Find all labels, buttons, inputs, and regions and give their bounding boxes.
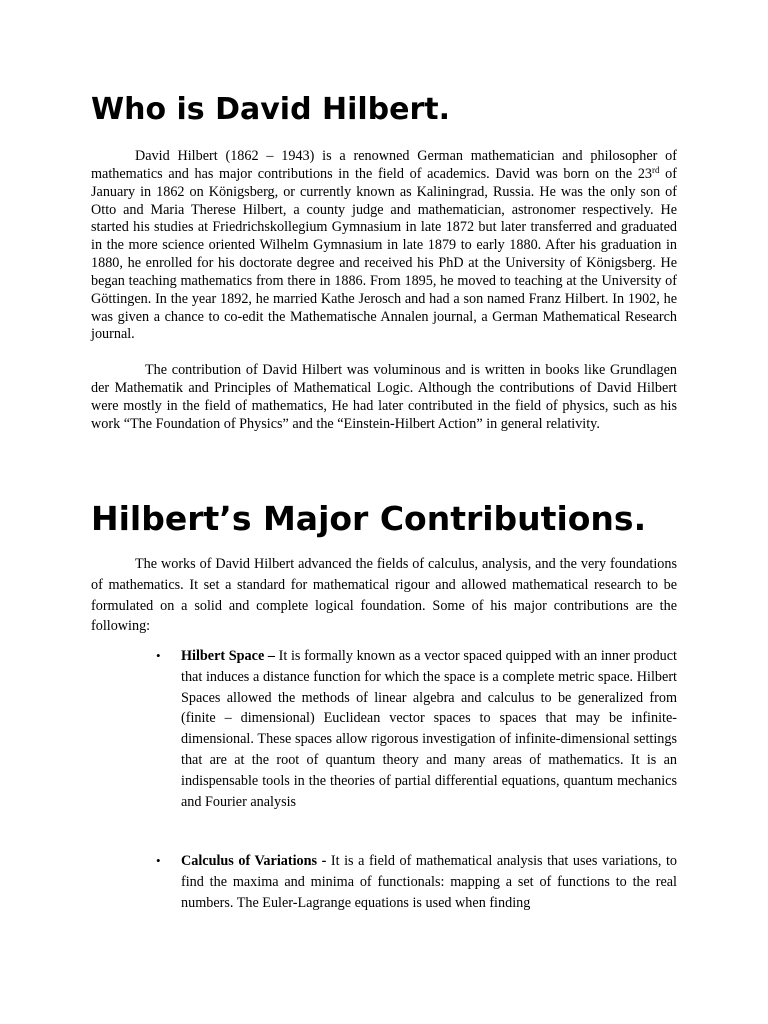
list-item-calculus-of-variations bbox=[156, 851, 677, 913]
biography-text-end: of January in 1862 on Königsberg, or currently known as Kaliningrad, Russia. He was the only son of Otto and Maria Therese Hilbert, a county judge and mathematician, astronomer respectively. He started his studies at Friedrichskollegium Gymnasium in late 1872 but later transferred and graduated in the more science oriented Wilhelm Gymnasium in late 1879 to early 1880. After his graduation in 1880, he enrolled for his doctorate degree and received his PhD at the University of Königsberg. He began teaching mathematics from there in 1886. From 1895, he moved to teaching at the University of Göttingen. In the year 1892, he married Kathe Jerosch and had a son named Franz Hilbert. In 1902, he was given a chance to co-edit the Mathematische Annalen journal, a German Mathematical Research journal. bbox=[91, 165, 677, 343]
list-item-hilbert-space bbox=[156, 646, 677, 812]
list-item-text: It is formally known as a vector spaced quipped with an inner product that induces a distance function for which the space is a complete metric space. Hilbert Spaces allowed the methods of linear algebra and calculus to be generalized from (finite – dimensional) Euclidean vector spaces to spaces that may be infinite-dimensional. These spaces allow rigorous investigation of infinite-dimensional settings that are at the root of quantum theory and many areas of mathematics. It is an indispensable tools in the theories of partial differential equations, quantum mechanics and Fourier analysis bbox=[181, 648, 677, 810]
ordinal-superscript: rd bbox=[652, 164, 660, 175]
paragraph-contributions-intro: The works of David Hilbert advanced the fields of calculus, analysis, and the very foundations of mathematics. It set a standard for mathematical rigour and allowed mathematical research to be formulated on a solid and complete logical foundation. Some of his major contributions are the following: bbox=[91, 556, 677, 635]
heading-major-contributions: Hilbert’s Major Contributions. bbox=[91, 499, 647, 538]
list-item-term: Calculus of Variations - bbox=[181, 853, 327, 869]
heading-who-is-david-hilbert: Who is David Hilbert. bbox=[91, 92, 451, 127]
paragraph-biography bbox=[91, 148, 677, 344]
bullet-icon: • bbox=[156, 853, 161, 868]
bullet-icon: • bbox=[156, 648, 161, 663]
list-item-term: Hilbert Space – bbox=[181, 648, 275, 664]
list-item-text: It is a field of mathematical analysis that uses variations, to find the maxima and minima of functionals: mapping a set of functions to the real numbers. The Euler-Lagrange equations is used when finding bbox=[181, 853, 677, 911]
paragraph-contributions-overview: The contribution of David Hilbert was voluminous and is written in books like Grundlagen der Mathematik and Principles of Mathematical Logic. Although the contributions of David Hilbert were mostly in the field of mathematics, He had later contributed in the field of physics, such as his work “The Foundation of Physics” and the “Einstein-Hilbert Action” in general relativity. bbox=[91, 362, 677, 432]
biography-text-start: David Hilbert (1862 – 1943) is a renowned German mathematician and philosopher of mathematics and has major contributions in the field of academics. David was born on the 23 bbox=[91, 148, 677, 182]
